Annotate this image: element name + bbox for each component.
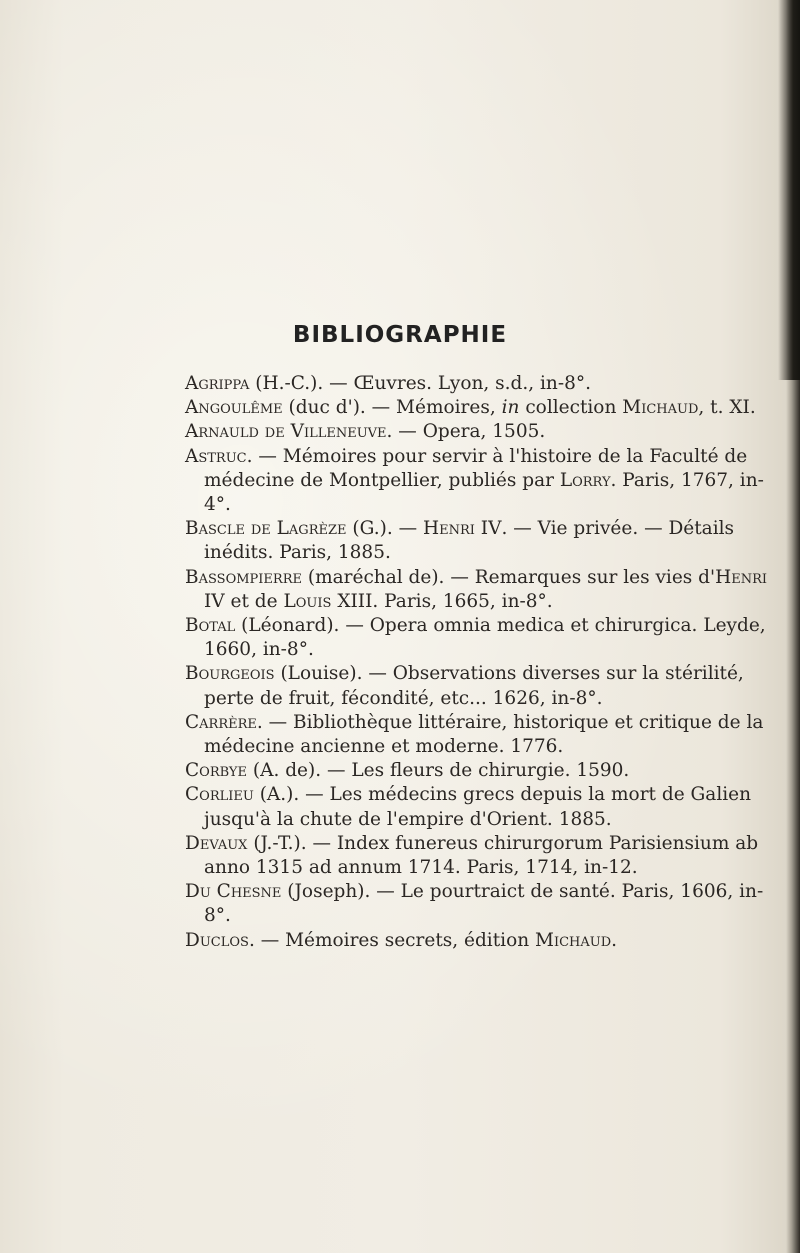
entry-author: Bourgeois bbox=[185, 663, 275, 685]
entry-text: XIII. Paris, 1665, in-8°. bbox=[331, 590, 553, 612]
entry-text: (A.). — Les médecins grecs depuis la mort de Galien jusqu'à la chute de l'empire d'Orient. 1885. bbox=[204, 784, 752, 830]
entry-author: Devaux bbox=[185, 832, 248, 854]
entry-text: . — Bibliothèque littéraire, historique et critique de la médecine ancienne et moderne. 1776. bbox=[204, 711, 764, 758]
entry-text: . bbox=[611, 929, 618, 951]
bibliography-list bbox=[185, 372, 785, 953]
entry-italic: in bbox=[501, 397, 520, 419]
entry-author: Botal bbox=[185, 615, 236, 637]
entry-text: (H.-C.). — Œuvres. Lyon, s.d., in-8°. bbox=[249, 373, 591, 394]
entry-author: Corlieu bbox=[185, 784, 254, 806]
bibliography-entry bbox=[185, 880, 785, 928]
bibliography-entry bbox=[185, 372, 785, 396]
entry-author: Arnauld de Villeneuve bbox=[185, 421, 387, 443]
entry-smallcaps: Michaud bbox=[535, 929, 612, 951]
bibliography-entry bbox=[185, 711, 785, 759]
bibliography-entry bbox=[185, 396, 785, 420]
bibliography-entry bbox=[185, 420, 785, 444]
page-title: BIBLIOGRAPHIE bbox=[292, 322, 508, 348]
entry-smallcaps: Henri bbox=[715, 566, 767, 588]
bibliography-entry bbox=[185, 832, 785, 880]
entry-text: (maréchal de). — Remarques sur les vies d' bbox=[301, 566, 716, 588]
entry-text: (Joseph). — Le pourtraict de santé. Paris, 1606, in-8°. bbox=[204, 881, 764, 927]
bibliography-entry bbox=[185, 662, 785, 710]
entry-text: . — Mémoires secrets, édition bbox=[248, 929, 536, 951]
entry-text: (duc d'). — Mémoires, bbox=[282, 397, 502, 419]
entry-text: (J.-T.). — Index funereus chirurgorum Parisiensium ab anno 1315 ad annum 1714. Paris, 1714, in-12. bbox=[204, 832, 759, 879]
entry-author: Angoulême bbox=[185, 397, 283, 419]
bibliography-entry bbox=[185, 445, 785, 518]
bibliography-entry bbox=[185, 759, 785, 783]
entry-text: . — Opera, 1505. bbox=[386, 421, 546, 443]
entry-author: Corbye bbox=[185, 760, 247, 782]
bibliography-entry bbox=[185, 783, 785, 831]
entry-smallcaps: Louis bbox=[283, 590, 332, 612]
entry-smallcaps: Michaud bbox=[622, 397, 699, 419]
entry-text: (A. de). — Les fleurs de chirurgie. 1590. bbox=[247, 760, 630, 782]
entry-author: Du Chesne bbox=[185, 881, 282, 903]
entry-author: Agrippa bbox=[185, 373, 250, 394]
entry-author: Astruc bbox=[185, 445, 247, 467]
bibliography-entry bbox=[185, 929, 785, 953]
entry-smallcaps: Henri IV bbox=[422, 518, 502, 540]
entry-text: (Léonard). — Opera omnia medica et chirurgica. Leyde, 1660, in-8°. bbox=[204, 615, 766, 661]
bibliography-entry bbox=[185, 614, 785, 662]
entry-text: . — Vie privée. — Détails inédits. Paris, 1885. bbox=[204, 518, 735, 564]
entry-text: . Paris, 1767, in-4°. bbox=[204, 469, 764, 516]
bibliography-entry bbox=[185, 517, 785, 565]
entry-text: collection bbox=[519, 397, 623, 419]
entry-text: (G.). — bbox=[346, 518, 423, 540]
entry-text: (Louise). — Observations diverses sur la stérilité, perte de fruit, fécondité, etc... 1626, in-8°. bbox=[204, 663, 744, 709]
entry-text: , t. XI. bbox=[698, 397, 756, 419]
entry-author: Duclos bbox=[185, 929, 249, 951]
bibliography-entry bbox=[185, 566, 785, 614]
entry-author: Bassompierre bbox=[185, 566, 302, 588]
entry-author: Bascle de Lagrèze bbox=[185, 518, 347, 540]
entry-smallcaps: Lorry bbox=[559, 469, 611, 491]
entry-author: Carrère bbox=[185, 711, 257, 733]
entry-text: IV et de bbox=[204, 590, 284, 612]
entry-text: . — Mémoires pour servir à l'histoire de la Faculté de médecine de Montpellier, publiés par bbox=[204, 445, 748, 491]
